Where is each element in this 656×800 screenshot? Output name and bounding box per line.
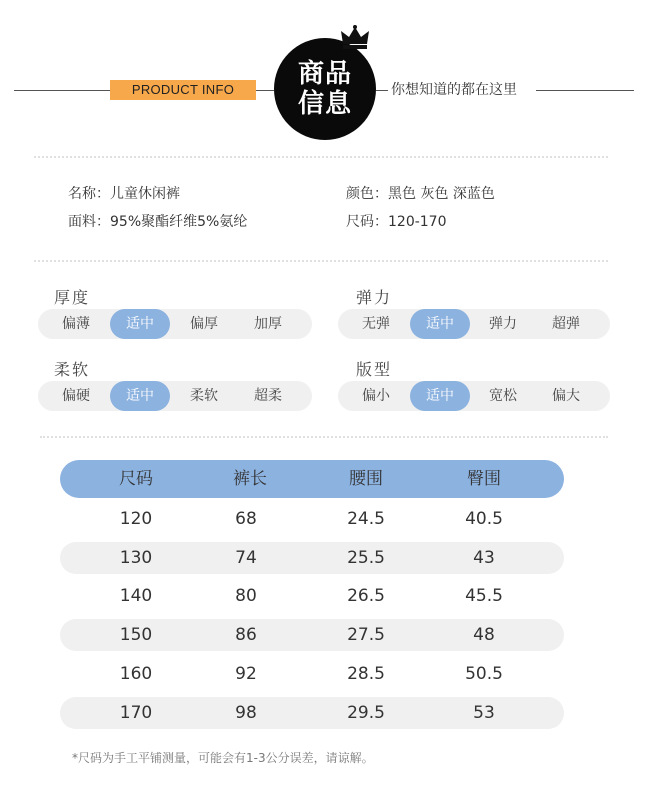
table-row bbox=[60, 503, 564, 535]
attr-option: 偏厚 bbox=[190, 316, 218, 332]
product-info-tag: PRODUCT INFO bbox=[110, 80, 256, 100]
table-cell: 80 bbox=[235, 586, 257, 606]
attr-title-thickness: 厚度 bbox=[54, 288, 91, 307]
table-cell: 27.5 bbox=[347, 625, 385, 645]
table-cell: 53 bbox=[473, 703, 495, 723]
divider-dotted-1 bbox=[34, 156, 608, 158]
measurement-note: *尺码为手工平铺测量，可能会有1-3公分误差，请谅解。 bbox=[72, 751, 374, 765]
attr-scale-elasticity bbox=[338, 309, 610, 339]
table-cell: 25.5 bbox=[347, 548, 385, 568]
attr-option-selected: 适中 bbox=[110, 381, 170, 411]
table-cell: 43 bbox=[473, 548, 495, 568]
product-color: 颜色：黑色 灰色 深蓝色 bbox=[346, 186, 495, 202]
attr-option: 偏硬 bbox=[62, 388, 90, 404]
attr-option: 无弹 bbox=[362, 316, 390, 332]
attr-scale-fit bbox=[338, 381, 610, 411]
table-cell: 48 bbox=[473, 625, 495, 645]
header-right-line bbox=[536, 90, 634, 91]
attr-option-selected: 适中 bbox=[110, 309, 170, 339]
table-row bbox=[60, 658, 564, 690]
circle-title-line2: 信息 bbox=[297, 89, 352, 119]
attr-option: 偏小 bbox=[362, 388, 390, 404]
column-header-waist: 腰围 bbox=[349, 469, 383, 489]
table-row bbox=[60, 580, 564, 612]
header-mid-line bbox=[376, 90, 388, 91]
table-cell: 50.5 bbox=[465, 664, 503, 684]
attr-title-fit: 版型 bbox=[356, 360, 393, 379]
table-cell: 130 bbox=[119, 548, 153, 568]
crown-icon bbox=[340, 24, 370, 50]
table-cell: 26.5 bbox=[347, 586, 385, 606]
attr-option: 宽松 bbox=[489, 388, 517, 404]
attr-option-selected: 适中 bbox=[410, 309, 470, 339]
attr-title-softness: 柔软 bbox=[54, 360, 91, 379]
circle-title-line1: 商品 bbox=[297, 59, 352, 89]
title-circle bbox=[274, 38, 376, 140]
product-material: 面料：95%聚酯纤维5%氨纶 bbox=[68, 214, 248, 230]
table-cell: 170 bbox=[119, 703, 153, 723]
table-cell: 98 bbox=[235, 703, 257, 723]
column-header-hip: 臀围 bbox=[467, 469, 501, 489]
table-cell: 92 bbox=[235, 664, 257, 684]
size-table-header bbox=[60, 460, 564, 498]
table-row bbox=[60, 619, 564, 651]
table-cell: 29.5 bbox=[347, 703, 385, 723]
table-row bbox=[60, 542, 564, 574]
table-cell: 120 bbox=[119, 509, 153, 529]
slogan: 你想知道的都在这里 bbox=[391, 82, 517, 98]
product-name: 名称：儿童休闲裤 bbox=[68, 186, 180, 202]
attr-option: 超弹 bbox=[552, 316, 580, 332]
table-row bbox=[60, 697, 564, 729]
attr-option-selected: 适中 bbox=[410, 381, 470, 411]
attr-scale-softness bbox=[38, 381, 312, 411]
attr-scale-thickness bbox=[38, 309, 312, 339]
table-cell: 160 bbox=[119, 664, 153, 684]
attr-option: 偏薄 bbox=[62, 316, 90, 332]
attr-option: 弹力 bbox=[489, 316, 517, 332]
table-cell: 40.5 bbox=[465, 509, 503, 529]
table-cell: 45.5 bbox=[465, 586, 503, 606]
attr-option: 柔软 bbox=[190, 388, 218, 404]
column-header-length: 裤长 bbox=[233, 469, 267, 489]
divider-dotted-2 bbox=[34, 260, 608, 262]
table-cell: 74 bbox=[235, 548, 257, 568]
attr-option: 加厚 bbox=[254, 316, 282, 332]
attr-option: 偏大 bbox=[552, 388, 580, 404]
table-cell: 86 bbox=[235, 625, 257, 645]
table-cell: 140 bbox=[119, 586, 153, 606]
table-cell: 150 bbox=[119, 625, 153, 645]
column-header-size: 尺码 bbox=[119, 469, 153, 489]
attr-title-elasticity: 弹力 bbox=[356, 288, 393, 307]
divider-dotted-3 bbox=[40, 436, 608, 438]
table-cell: 24.5 bbox=[347, 509, 385, 529]
attr-option: 超柔 bbox=[254, 388, 282, 404]
table-cell: 28.5 bbox=[347, 664, 385, 684]
table-cell: 68 bbox=[235, 509, 257, 529]
product-size-range: 尺码：120-170 bbox=[346, 214, 447, 230]
